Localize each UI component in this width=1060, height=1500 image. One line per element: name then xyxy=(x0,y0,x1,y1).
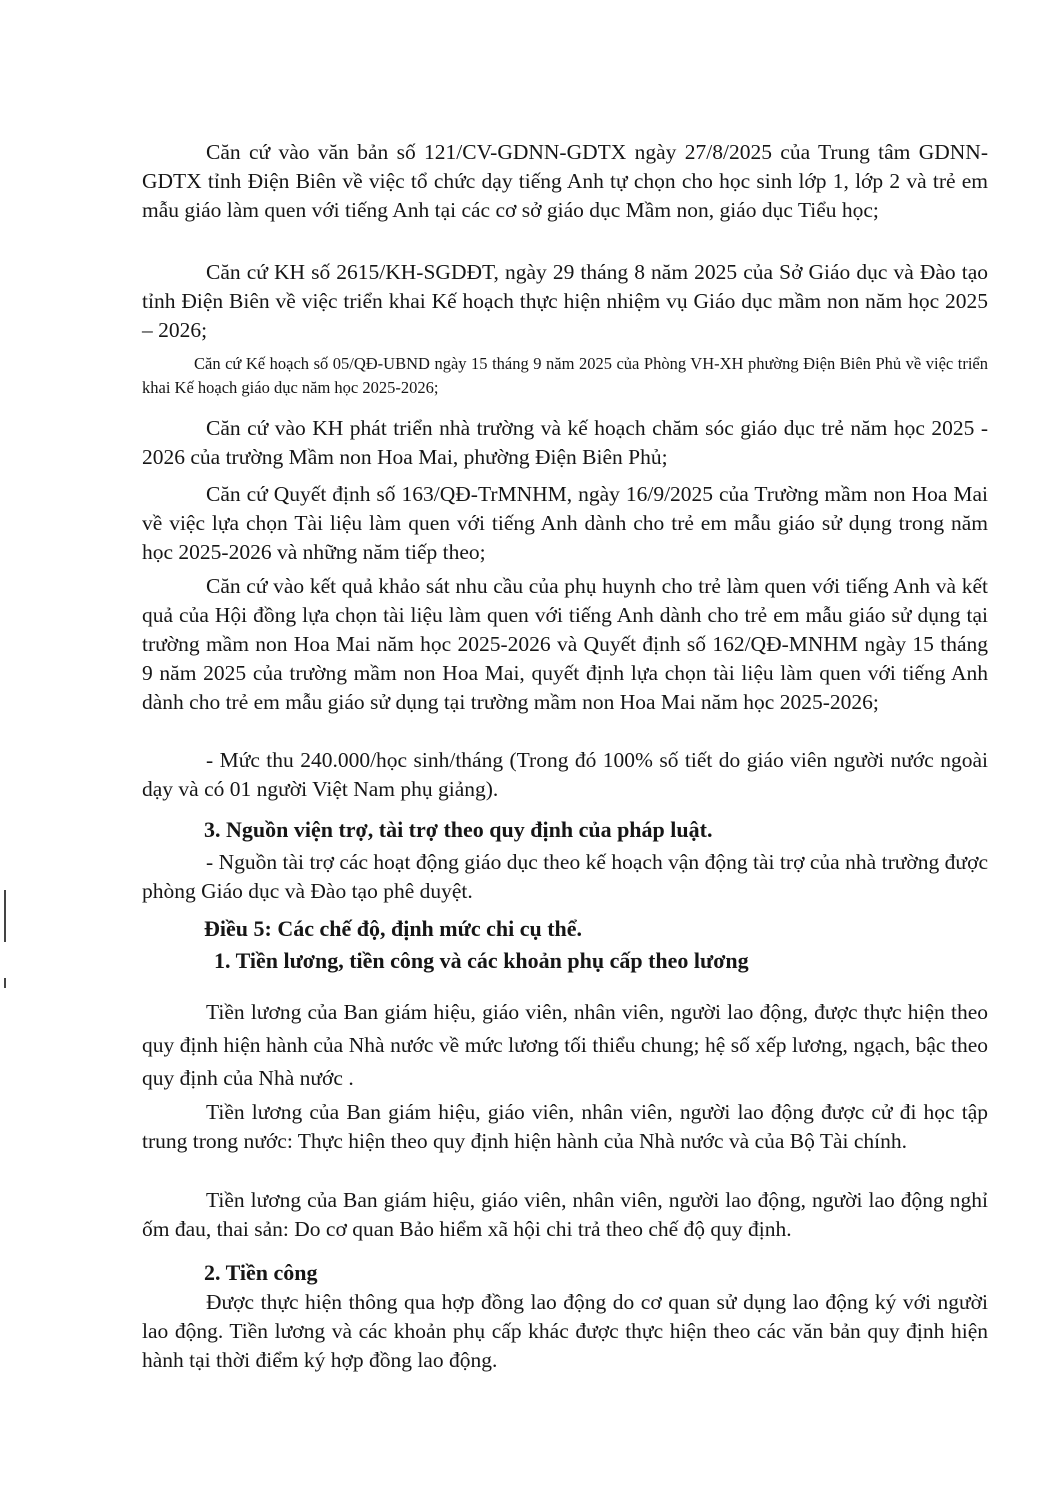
paragraph-sponsorship: - Nguồn tài trợ các hoạt động giáo dục theo kế hoạch vận động tài trợ của nhà trường được phòng Giáo dục và Đào tạo phê duyệt. xyxy=(142,850,988,903)
paragraph-basis-2615: Căn cứ KH số 2615/KH-SGDĐT, ngày 29 tháng 8 năm 2025 của Sở Giáo dục và Đào tạo tỉnh Điện Biên về việc triển khai Kế hoạch thực hiện nhiệm vụ Giáo dục mầm non năm học 2025 – 2026; xyxy=(142,260,988,342)
paragraph-basis-school-plan: Căn cứ vào KH phát triển nhà trường và kế hoạch chăm sóc giáo dục trẻ năm học 2025 - 2026 của trường Mầm non Hoa Mai, phường Điện Biên Phủ; xyxy=(142,416,988,469)
heading-item-1: 1. Tiền lương, tiền công và các khoản phụ cấp theo lương xyxy=(214,948,749,973)
paragraph-salary-3: Tiền lương của Ban giám hiệu, giáo viên, nhân viên, người lao động, người lao động nghỉ ốm đau, thai sản: Do cơ quan Bảo hiểm xã hội chi trả theo chế độ quy định. xyxy=(142,1188,988,1241)
paragraph-basis-survey: Căn cứ vào kết quả khảo sát nhu cầu của phụ huynh cho trẻ làm quen với tiếng Anh và kết quả của Hội đồng lựa chọn tài liệu làm quen với tiếng Anh dành cho trẻ em mẫu giáo sử dụng tại trường mầm non Hoa Mai năm học 2025-2026 và Quyết định số 162/QĐ-MNHM ngày 15 tháng 9 năm 2025 của trường mầm non Hoa Mai, quyết định lựa chọn tài liệu làm quen với tiếng Anh dành cho trẻ em mẫu giáo sử dụng tại trường mầm non Hoa Mai năm học 2025-2026; xyxy=(142,574,988,714)
heading-article-5: Điều 5: Các chế độ, định mức chi cụ thể. xyxy=(204,916,583,941)
paragraph-salary-1: Tiền lương của Ban giám hiệu, giáo viên, nhân viên, người lao động, được thực hiện theo quy định hiện hành của Nhà nước về mức lương tối thiểu chung; hệ số xếp lương, ngạch, bậc theo quy định của Nhà nước . xyxy=(142,1000,988,1090)
paragraph-salary-2: Tiền lương của Ban giám hiệu, giáo viên, nhân viên, người lao động được cử đi học tập trung trong nước: Thực hiện theo quy định hiện hành của Nhà nước và của Bộ Tài chính. xyxy=(142,1100,988,1153)
heading-item-2: 2. Tiền công xyxy=(204,1260,318,1285)
paragraph-basis-05: Căn cứ Kế hoạch số 05/QĐ-UBND ngày 15 tháng 9 năm 2025 của Phòng VH-XH phường Điện Biên Phủ về việc triển khai Kế hoạch giáo dục năm học 2025-2026; xyxy=(142,354,988,397)
paragraph-basis-121: Căn cứ vào văn bản số 121/CV-GDNN-GDTX ngày 27/8/2025 của Trung tâm GDNN-GDTX tỉnh Điện Biên về việc tổ chức dạy tiếng Anh tự chọn cho học sinh lớp 1, lớp 2 và trẻ em mẫu giáo làm quen với tiếng Anh tại các cơ sở giáo dục Mầm non, giáo dục Tiểu học; xyxy=(142,140,988,222)
paragraph-fee-level: - Mức thu 240.000/học sinh/tháng (Trong đó 100% số tiết do giáo viên người nước ngoài dạy và có 01 người Việt Nam phụ giảng). xyxy=(142,748,988,801)
scan-margin-mark xyxy=(4,890,6,942)
scan-margin-mark-small xyxy=(4,978,6,988)
paragraph-basis-163: Căn cứ Quyết định số 163/QĐ-TrMNHM, ngày 16/9/2025 của Trường mầm non Hoa Mai về việc lựa chọn Tài liệu làm quen với tiếng Anh dành cho trẻ em mẫu giáo sử dụng trong năm học 2025-2026 và những năm tiếp theo; xyxy=(142,482,988,564)
heading-section-3: 3. Nguồn viện trợ, tài trợ theo quy định của pháp luật. xyxy=(204,817,713,842)
paragraph-wage: Được thực hiện thông qua hợp đồng lao động do cơ quan sử dụng lao động ký với người lao động. Tiền lương và các khoản phụ cấp khác được thực hiện theo các văn bản quy định hiện hành tại thời điểm ký hợp đồng lao động. xyxy=(142,1290,988,1372)
